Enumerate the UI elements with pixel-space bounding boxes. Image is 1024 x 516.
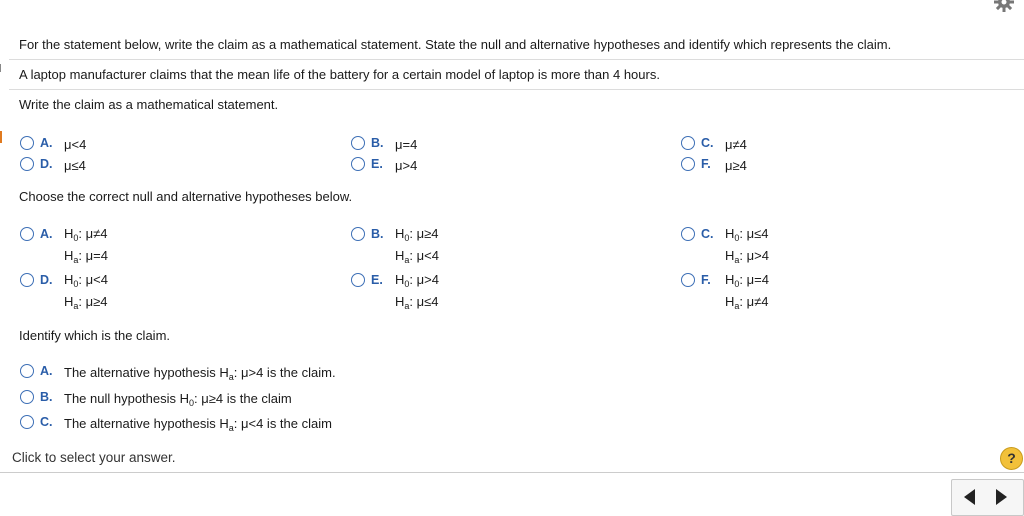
radio-button[interactable] <box>20 227 34 241</box>
option-text: The alternative hypothesis $H_a$: μ>4 is the claim. <box>64 365 336 382</box>
instructions-text: For the statement below, write the claim as a mathematical statement. State the null and alternative hypotheses and identify which represents the claim. <box>19 37 892 52</box>
null-hypothesis: $H_0$: μ≠4 <box>64 226 108 243</box>
divider <box>9 89 1024 90</box>
radio-button[interactable] <box>681 157 695 171</box>
q3-prompt: Identify which is the claim. <box>19 328 171 343</box>
select-answer-hint: Click to select your answer. <box>12 450 176 465</box>
option-letter: A. <box>40 364 53 378</box>
q1-option-d[interactable] <box>20 157 86 175</box>
option-letter: B. <box>40 390 53 404</box>
radio-button[interactable] <box>20 136 34 150</box>
option-letter: A. <box>40 136 53 150</box>
option-letter: B. <box>371 227 384 241</box>
q2-option-a[interactable] <box>20 227 108 269</box>
option-text: μ<4 <box>64 137 87 152</box>
q1-option-b[interactable] <box>351 136 417 154</box>
q2-option-d[interactable] <box>20 273 108 315</box>
option-text: μ≥4 <box>725 158 747 173</box>
active-question-marker <box>0 131 2 143</box>
radio-button[interactable] <box>681 273 695 287</box>
option-text: μ≠4 <box>725 137 747 152</box>
divider <box>9 59 1024 60</box>
option-letter: E. <box>371 273 383 287</box>
radio-button[interactable] <box>681 136 695 150</box>
option-text: The alternative hypothesis $H_a$: μ<4 is the claim <box>64 416 332 433</box>
radio-button[interactable] <box>351 136 365 150</box>
radio-button[interactable] <box>351 227 365 241</box>
question-nav <box>951 479 1024 516</box>
option-letter: B. <box>371 136 384 150</box>
null-hypothesis: $H_0$: μ≤4 <box>725 226 769 243</box>
null-hypothesis: $H_0$: μ>4 <box>395 272 439 289</box>
alternative-hypothesis: $H_a$: μ≤4 <box>395 294 439 311</box>
null-hypothesis: $H_0$: μ<4 <box>64 272 108 289</box>
null-hypothesis: $H_0$: μ≥4 <box>395 226 439 243</box>
null-hypothesis: $H_0$: μ=4 <box>725 272 769 289</box>
q3-option-c[interactable] <box>20 415 332 437</box>
option-letter: A. <box>40 227 53 241</box>
radio-button[interactable] <box>351 157 365 171</box>
radio-button[interactable] <box>20 415 34 429</box>
alternative-hypothesis: $H_a$: μ≠4 <box>725 294 769 311</box>
q2-option-c[interactable] <box>681 227 769 269</box>
radio-button[interactable] <box>20 390 34 404</box>
alternative-hypothesis: $H_a$: μ≥4 <box>64 294 108 311</box>
radio-button[interactable] <box>20 364 34 378</box>
radio-button[interactable] <box>351 273 365 287</box>
option-letter: C. <box>701 136 714 150</box>
q2-option-f[interactable] <box>681 273 769 315</box>
q1-option-e[interactable] <box>351 157 417 175</box>
next-arrow-icon[interactable] <box>996 489 1007 505</box>
radio-button[interactable] <box>20 273 34 287</box>
gear-icon[interactable] <box>992 0 1016 14</box>
alternative-hypothesis: $H_a$: μ=4 <box>64 248 108 265</box>
q2-prompt: Choose the correct null and alternative hypotheses below. <box>19 189 353 204</box>
alternative-hypothesis: $H_a$: μ>4 <box>725 248 769 265</box>
alternative-hypothesis: $H_a$: μ<4 <box>395 248 439 265</box>
q3-option-b[interactable] <box>20 390 292 412</box>
q1-option-c[interactable] <box>681 136 747 154</box>
option-letter: D. <box>40 157 53 171</box>
radio-button[interactable] <box>681 227 695 241</box>
q2-option-e[interactable] <box>351 273 439 315</box>
option-text: μ=4 <box>395 137 418 152</box>
option-letter: F. <box>701 273 711 287</box>
option-letter: C. <box>40 415 53 429</box>
help-button[interactable]: ? <box>1000 447 1023 470</box>
q1-option-f[interactable] <box>681 157 747 175</box>
previous-arrow-icon[interactable] <box>964 489 975 505</box>
left-edge-marker <box>0 64 1 72</box>
option-text: The null hypothesis $H_0$: μ≥4 is the claim <box>64 391 292 408</box>
problem-statement: A laptop manufacturer claims that the mean life of the battery for a certain model of laptop is more than 4 hours. <box>19 67 660 82</box>
option-letter: C. <box>701 227 714 241</box>
option-text: μ>4 <box>395 158 418 173</box>
option-letter: F. <box>701 157 711 171</box>
q1-option-a[interactable] <box>20 136 86 154</box>
q3-option-a[interactable] <box>20 364 336 386</box>
q2-option-b[interactable] <box>351 227 439 269</box>
q1-prompt: Write the claim as a mathematical statement. <box>19 97 279 112</box>
footer-divider <box>0 472 1024 473</box>
option-text: μ≤4 <box>64 158 86 173</box>
option-letter: D. <box>40 273 53 287</box>
radio-button[interactable] <box>20 157 34 171</box>
option-letter: E. <box>371 157 383 171</box>
